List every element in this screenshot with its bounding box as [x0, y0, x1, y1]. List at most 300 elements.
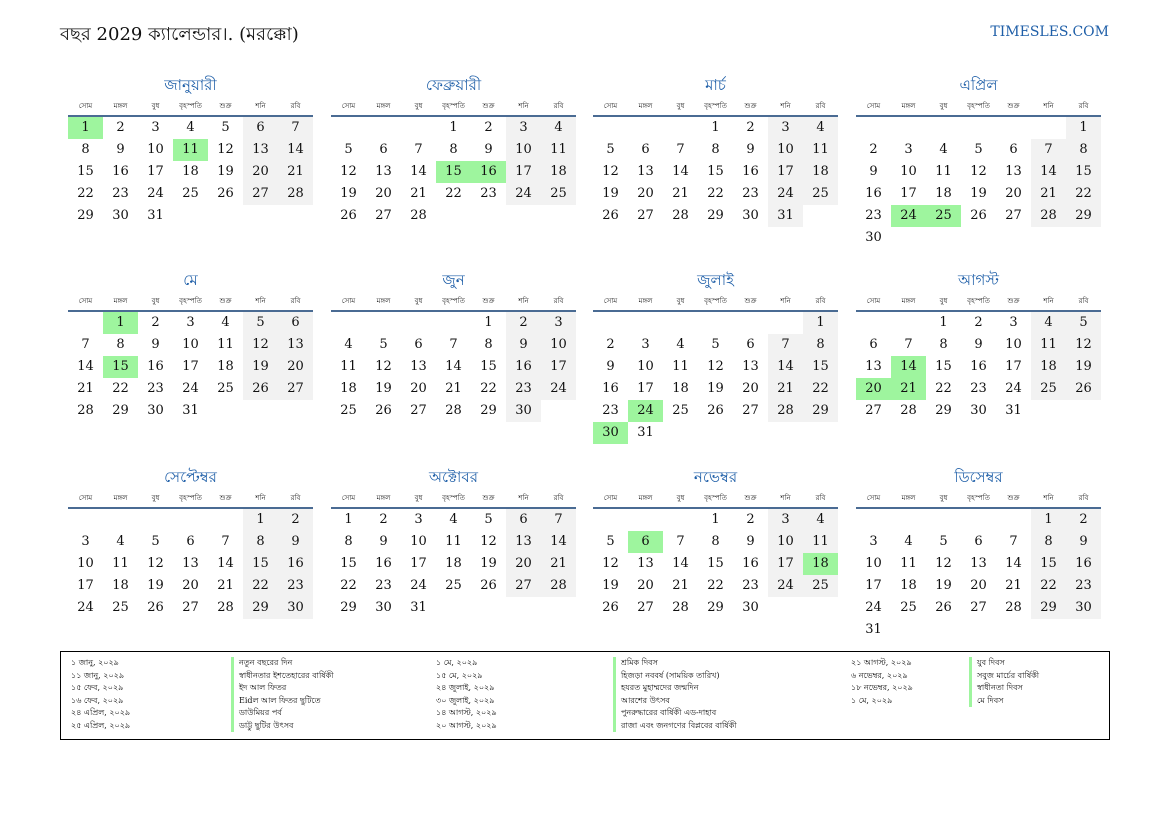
- day-cell: 5: [484, 512, 493, 527]
- day-cell: 7: [278, 117, 313, 139]
- empty-day-cell: [628, 117, 663, 139]
- month-block: [593, 75, 838, 227]
- day-cell: 22: [707, 578, 724, 593]
- day-cell: 12: [935, 556, 952, 571]
- day-cell: 15: [77, 164, 94, 179]
- month-block: [331, 270, 576, 422]
- day-cell: 8: [803, 334, 838, 356]
- legend-holiday-name: ইদ আল ফিতর: [231, 682, 334, 695]
- day-cell: 27: [182, 600, 199, 615]
- day-cell: 2: [278, 509, 313, 531]
- day-cell: 21: [410, 186, 427, 201]
- day-cell: 26: [243, 378, 278, 400]
- weekday-label: রবি: [553, 494, 564, 502]
- day-cell: 17: [637, 381, 654, 396]
- day-cell: 27: [243, 183, 278, 205]
- weekday-label: বুধ: [939, 494, 948, 502]
- day-grid: [331, 312, 576, 422]
- empty-day-cell: [663, 509, 698, 531]
- day-cell: 8: [81, 142, 90, 157]
- day-grid: [331, 509, 576, 619]
- day-cell: 30: [970, 403, 987, 418]
- month-block: [68, 467, 313, 619]
- day-cell: 15: [1031, 553, 1066, 575]
- day-cell: 8: [711, 142, 720, 157]
- day-grid: [68, 312, 313, 422]
- day-grid: [856, 509, 1101, 641]
- day-cell: 31: [865, 622, 882, 637]
- weekday-header: [856, 292, 1101, 312]
- day-cell: 18: [1031, 356, 1066, 378]
- day-cell: 13: [243, 139, 278, 161]
- day-cell: 17: [410, 556, 427, 571]
- day-cell: 23: [278, 575, 313, 597]
- weekday-label: শনি: [255, 494, 266, 502]
- legend-date: ১৫ ফেব, ২০২৯: [71, 683, 124, 692]
- weekday-label: মঙ্গল: [901, 494, 916, 502]
- day-cell: 13: [637, 556, 654, 571]
- holiday-day-cell: 25: [926, 205, 961, 227]
- legend-date: ২১ আগস্ট, ২০২৯: [851, 658, 912, 667]
- day-cell: 5: [939, 534, 948, 549]
- day-cell: 19: [935, 578, 952, 593]
- weekday-label: মঙ্গল: [113, 102, 128, 110]
- month-name: জানুয়ারী: [164, 76, 217, 94]
- weekday-label: সোম: [341, 297, 356, 305]
- weekday-label: সোম: [341, 494, 356, 502]
- weekday-label: সোম: [341, 102, 356, 110]
- day-cell: 24: [768, 183, 803, 205]
- weekday-label: মঙ্গল: [376, 297, 391, 305]
- day-cell: 17: [182, 359, 199, 374]
- weekday-label: শনি: [780, 494, 791, 502]
- weekday-label: সোম: [866, 297, 881, 305]
- day-cell: 7: [221, 534, 230, 549]
- legend-holiday-name: স্বাধীনতার ইশতেহারের বার্ষিকী: [231, 670, 334, 683]
- weekday-label: বৃহস্পতি: [179, 297, 202, 305]
- empty-day-cell: [593, 509, 628, 531]
- legend-date: ১৬ ফেব, ২০২৯: [71, 695, 124, 705]
- weekday-label: রবি: [1078, 102, 1089, 110]
- legend-name-column: [613, 657, 737, 732]
- day-cell: 10: [77, 556, 94, 571]
- day-cell: 5: [606, 534, 615, 549]
- day-cell: 6: [414, 337, 423, 352]
- day-cell: 17: [77, 578, 94, 593]
- day-cell: 27: [742, 403, 759, 418]
- month-block: [856, 75, 1101, 249]
- day-cell: 3: [768, 509, 803, 531]
- weekday-label: বৃহস্পতি: [967, 494, 990, 502]
- page-title: বছর 2029 ক্যালেন্ডার।. (মরক্কো): [60, 24, 299, 45]
- empty-day-cell: [926, 117, 961, 139]
- legend-holiday-name: যুব দিবস: [969, 657, 1039, 670]
- day-cell: 1: [939, 315, 948, 330]
- legend-date-column: [851, 657, 913, 707]
- day-cell: 12: [340, 164, 357, 179]
- day-cell: 20: [637, 186, 654, 201]
- holiday-day-cell: 24: [628, 400, 663, 422]
- day-cell: 9: [746, 534, 755, 549]
- day-cell: 4: [904, 534, 913, 549]
- day-cell: 13: [410, 359, 427, 374]
- month-name: নভেম্বর: [693, 468, 738, 486]
- day-cell: 12: [602, 556, 619, 571]
- day-cell: 5: [151, 534, 160, 549]
- day-cell: 7: [768, 334, 803, 356]
- day-cell: 1: [1031, 509, 1066, 531]
- weekday-label: শুক্র: [219, 102, 232, 110]
- day-cell: 28: [410, 208, 427, 223]
- month-name: মে: [183, 271, 198, 289]
- day-grid: [68, 117, 313, 227]
- weekday-label: সোম: [78, 297, 93, 305]
- day-cell: 10: [1005, 337, 1022, 352]
- month-block: [856, 270, 1101, 422]
- day-cell: 16: [112, 164, 129, 179]
- legend-holiday-name: শ্রমিক দিবস: [613, 657, 737, 670]
- day-cell: 22: [1066, 183, 1101, 205]
- weekday-label: রবি: [290, 494, 301, 502]
- day-cell: 10: [768, 531, 803, 553]
- day-cell: 6: [746, 337, 755, 352]
- day-cell: 27: [970, 600, 987, 615]
- day-cell: 14: [410, 164, 427, 179]
- empty-day-cell: [436, 312, 471, 334]
- holiday-day-cell: 30: [593, 422, 628, 444]
- holiday-day-cell: 11: [173, 139, 208, 161]
- day-cell: 3: [768, 117, 803, 139]
- weekday-label: বৃহস্পতি: [967, 297, 990, 305]
- weekday-header: [68, 489, 313, 509]
- day-cell: 15: [480, 359, 497, 374]
- holiday-day-cell: 14: [891, 356, 926, 378]
- day-cell: 5: [344, 142, 353, 157]
- day-cell: 14: [672, 556, 689, 571]
- day-cell: 28: [77, 403, 94, 418]
- weekday-label: সোম: [603, 297, 618, 305]
- day-cell: 13: [742, 359, 759, 374]
- day-cell: 23: [742, 186, 759, 201]
- day-cell: 7: [449, 337, 458, 352]
- day-cell: 24: [182, 381, 199, 396]
- day-cell: 1: [449, 120, 458, 135]
- weekday-label: মঙ্গল: [638, 102, 653, 110]
- day-cell: 26: [970, 208, 987, 223]
- month-name: জুলাই: [697, 271, 734, 289]
- day-cell: 8: [939, 337, 948, 352]
- weekday-label: শুক্র: [219, 494, 232, 502]
- empty-day-cell: [593, 117, 628, 139]
- day-cell: 29: [935, 403, 952, 418]
- holiday-day-cell: 15: [436, 161, 471, 183]
- month-name: সেপ্টেম্বর: [164, 468, 217, 486]
- weekday-label: বুধ: [151, 297, 160, 305]
- day-cell: 16: [865, 186, 882, 201]
- day-cell: 12: [970, 164, 987, 179]
- holiday-day-cell: 21: [891, 378, 926, 400]
- day-cell: 19: [147, 578, 164, 593]
- day-cell: 8: [449, 142, 458, 157]
- day-cell: 1: [803, 312, 838, 334]
- empty-day-cell: [138, 509, 173, 531]
- day-cell: 20: [637, 578, 654, 593]
- day-cell: 21: [77, 381, 94, 396]
- weekday-label: শনি: [1043, 297, 1054, 305]
- month-name: এপ্রিল: [959, 76, 998, 94]
- day-cell: 31: [182, 403, 199, 418]
- weekday-label: বুধ: [676, 297, 685, 305]
- day-cell: 16: [970, 359, 987, 374]
- day-cell: 26: [1066, 378, 1101, 400]
- weekday-label: মঙ্গল: [638, 494, 653, 502]
- day-grid: [593, 509, 838, 619]
- weekday-label: শনি: [780, 102, 791, 110]
- day-cell: 11: [217, 337, 234, 352]
- day-cell: 4: [1031, 312, 1066, 334]
- legend-date: ২৪ এপ্রিল, ২০২৯: [71, 708, 131, 717]
- weekday-label: বৃহস্পতি: [442, 297, 465, 305]
- holiday-day-cell: 18: [803, 553, 838, 575]
- empty-day-cell: [996, 509, 1031, 531]
- day-cell: 13: [1005, 164, 1022, 179]
- legend-date: ৩০ জুলাই, ২০২৯: [436, 695, 495, 705]
- weekday-label: বুধ: [151, 102, 160, 110]
- legend-holiday-name: আরশের উৎসব: [613, 695, 737, 708]
- day-cell: 18: [182, 164, 199, 179]
- day-cell: 25: [541, 183, 576, 205]
- day-cell: 20: [970, 578, 987, 593]
- day-cell: 15: [803, 356, 838, 378]
- day-cell: 22: [803, 378, 838, 400]
- day-cell: 25: [803, 575, 838, 597]
- day-cell: 4: [541, 117, 576, 139]
- day-cell: 24: [77, 600, 94, 615]
- day-cell: 10: [410, 534, 427, 549]
- day-cell: 3: [1009, 315, 1018, 330]
- day-cell: 22: [112, 381, 129, 396]
- day-cell: 7: [414, 142, 423, 157]
- day-cell: 20: [742, 381, 759, 396]
- day-cell: 13: [375, 164, 392, 179]
- month-block: [856, 467, 1101, 641]
- day-cell: 7: [676, 142, 685, 157]
- holiday-day-cell: 1: [68, 117, 103, 139]
- day-cell: 25: [900, 600, 917, 615]
- day-cell: 19: [970, 186, 987, 201]
- weekday-label: সোম: [866, 494, 881, 502]
- day-cell: 26: [217, 186, 234, 201]
- day-cell: 4: [803, 117, 838, 139]
- day-cell: 19: [243, 356, 278, 378]
- day-cell: 23: [375, 578, 392, 593]
- day-cell: 28: [445, 403, 462, 418]
- day-cell: 5: [974, 142, 983, 157]
- weekday-header: [593, 489, 838, 509]
- day-cell: 12: [147, 556, 164, 571]
- day-cell: 15: [243, 553, 278, 575]
- weekday-header: [856, 97, 1101, 117]
- day-cell: 25: [217, 381, 234, 396]
- legend-date: ২৫ এপ্রিল, ২০২৯: [71, 720, 131, 730]
- day-cell: 28: [1031, 205, 1066, 227]
- site-link[interactable]: TIMESLES.COM: [990, 24, 1109, 40]
- day-cell: 13: [970, 556, 987, 571]
- weekday-label: শনি: [518, 102, 529, 110]
- day-cell: 30: [375, 600, 392, 615]
- day-cell: 7: [676, 534, 685, 549]
- day-cell: 18: [935, 186, 952, 201]
- day-cell: 2: [151, 315, 160, 330]
- day-cell: 16: [742, 556, 759, 571]
- legend-holiday-name: পুনরুদ্ধারের বার্ষিকী এড-দাহাব: [613, 707, 737, 720]
- weekday-label: মঙ্গল: [901, 102, 916, 110]
- legend-name-column: [231, 657, 334, 732]
- day-cell: 6: [1009, 142, 1018, 157]
- day-cell: 22: [77, 186, 94, 201]
- day-cell: 26: [340, 208, 357, 223]
- legend-date: ১ মে, ২০২৯: [851, 695, 893, 705]
- day-cell: 16: [278, 553, 313, 575]
- month-block: [593, 270, 838, 444]
- day-cell: 30: [865, 230, 882, 245]
- day-cell: 28: [672, 208, 689, 223]
- empty-day-cell: [856, 509, 891, 531]
- day-cell: 9: [746, 142, 755, 157]
- legend-holiday-name: মে দিবস: [969, 695, 1039, 708]
- day-cell: 9: [506, 334, 541, 356]
- day-cell: 4: [344, 337, 353, 352]
- day-cell: 14: [217, 556, 234, 571]
- holiday-day-cell: 16: [471, 161, 506, 183]
- weekday-label: বুধ: [151, 494, 160, 502]
- day-cell: 18: [217, 359, 234, 374]
- day-cell: 23: [970, 381, 987, 396]
- legend-holiday-name: ডাউমিয়র পর্ব: [231, 707, 334, 720]
- day-cell: 9: [116, 142, 125, 157]
- day-cell: 6: [278, 312, 313, 334]
- day-cell: 14: [768, 356, 803, 378]
- day-cell: 20: [410, 381, 427, 396]
- day-cell: 8: [243, 531, 278, 553]
- weekday-header: [68, 97, 313, 117]
- weekday-label: বৃহস্পতি: [442, 494, 465, 502]
- month-name: ফেব্রুয়ারী: [425, 76, 482, 94]
- weekday-label: শুক্র: [219, 297, 232, 305]
- day-cell: 12: [707, 359, 724, 374]
- month-block: [331, 75, 576, 227]
- legend-date: ৬ নভেম্বর, ২০২৯: [851, 670, 908, 680]
- legend-holiday-name: সবুজ মার্চের বার্ষিকী: [969, 670, 1039, 683]
- day-cell: 17: [768, 161, 803, 183]
- holiday-day-cell: 6: [628, 531, 663, 553]
- holiday-day-cell: 1: [103, 312, 138, 334]
- day-cell: 28: [278, 183, 313, 205]
- day-grid: [593, 117, 838, 227]
- weekday-label: বৃহস্পতি: [179, 494, 202, 502]
- legend-holiday-name: ডাট্টু ছুটির উৎসব: [231, 720, 334, 733]
- day-cell: 18: [112, 578, 129, 593]
- day-cell: 27: [278, 378, 313, 400]
- day-cell: 12: [217, 142, 234, 157]
- weekday-label: মঙ্গল: [376, 102, 391, 110]
- day-cell: 17: [865, 578, 882, 593]
- day-cell: 13: [506, 531, 541, 553]
- day-cell: 23: [480, 186, 497, 201]
- day-cell: 2: [974, 315, 983, 330]
- day-cell: 31: [768, 205, 803, 227]
- day-cell: 8: [1066, 139, 1101, 161]
- day-cell: 23: [147, 381, 164, 396]
- holiday-legend: [60, 651, 1110, 740]
- weekday-label: বুধ: [676, 102, 685, 110]
- day-cell: 31: [147, 208, 164, 223]
- day-cell: 29: [480, 403, 497, 418]
- day-grid: [331, 117, 576, 227]
- day-cell: 11: [935, 164, 952, 179]
- day-cell: 3: [186, 315, 195, 330]
- day-cell: 4: [939, 142, 948, 157]
- day-cell: 24: [147, 186, 164, 201]
- day-cell: 19: [375, 381, 392, 396]
- weekday-label: রবি: [815, 297, 826, 305]
- empty-day-cell: [593, 312, 628, 334]
- day-cell: 17: [1005, 359, 1022, 374]
- day-cell: 26: [602, 208, 619, 223]
- day-cell: 1: [1066, 117, 1101, 139]
- weekday-label: শুক্র: [744, 494, 757, 502]
- day-cell: 8: [116, 337, 125, 352]
- legend-holiday-name: রাজা এবং জনগণের বিপ্লবের বার্ষিকী: [613, 720, 737, 733]
- weekday-label: রবি: [553, 102, 564, 110]
- day-cell: 16: [375, 556, 392, 571]
- day-cell: 4: [221, 315, 230, 330]
- day-cell: 13: [637, 164, 654, 179]
- empty-day-cell: [208, 509, 243, 531]
- day-cell: 7: [81, 337, 90, 352]
- day-cell: 19: [340, 186, 357, 201]
- weekday-label: রবি: [1078, 494, 1089, 502]
- day-cell: 24: [1005, 381, 1022, 396]
- day-cell: 12: [1066, 334, 1101, 356]
- day-cell: 25: [340, 403, 357, 418]
- day-cell: 6: [869, 337, 878, 352]
- day-cell: 5: [379, 337, 388, 352]
- day-cell: 28: [541, 575, 576, 597]
- day-cell: 25: [445, 578, 462, 593]
- day-cell: 21: [541, 553, 576, 575]
- weekday-label: বৃহস্পতি: [442, 102, 465, 110]
- day-cell: 23: [112, 186, 129, 201]
- day-cell: 24: [506, 183, 541, 205]
- day-cell: 30: [742, 208, 759, 223]
- day-cell: 21: [217, 578, 234, 593]
- weekday-header: [593, 97, 838, 117]
- day-cell: 15: [1066, 161, 1101, 183]
- day-cell: 9: [974, 337, 983, 352]
- weekday-label: রবি: [290, 297, 301, 305]
- day-cell: 18: [900, 578, 917, 593]
- empty-day-cell: [331, 117, 366, 139]
- day-cell: 23: [742, 578, 759, 593]
- empty-day-cell: [856, 312, 891, 334]
- day-cell: 29: [707, 208, 724, 223]
- weekday-label: সোম: [866, 102, 881, 110]
- day-cell: 3: [414, 512, 423, 527]
- day-cell: 2: [116, 120, 125, 135]
- day-cell: 10: [865, 556, 882, 571]
- day-cell: 18: [541, 161, 576, 183]
